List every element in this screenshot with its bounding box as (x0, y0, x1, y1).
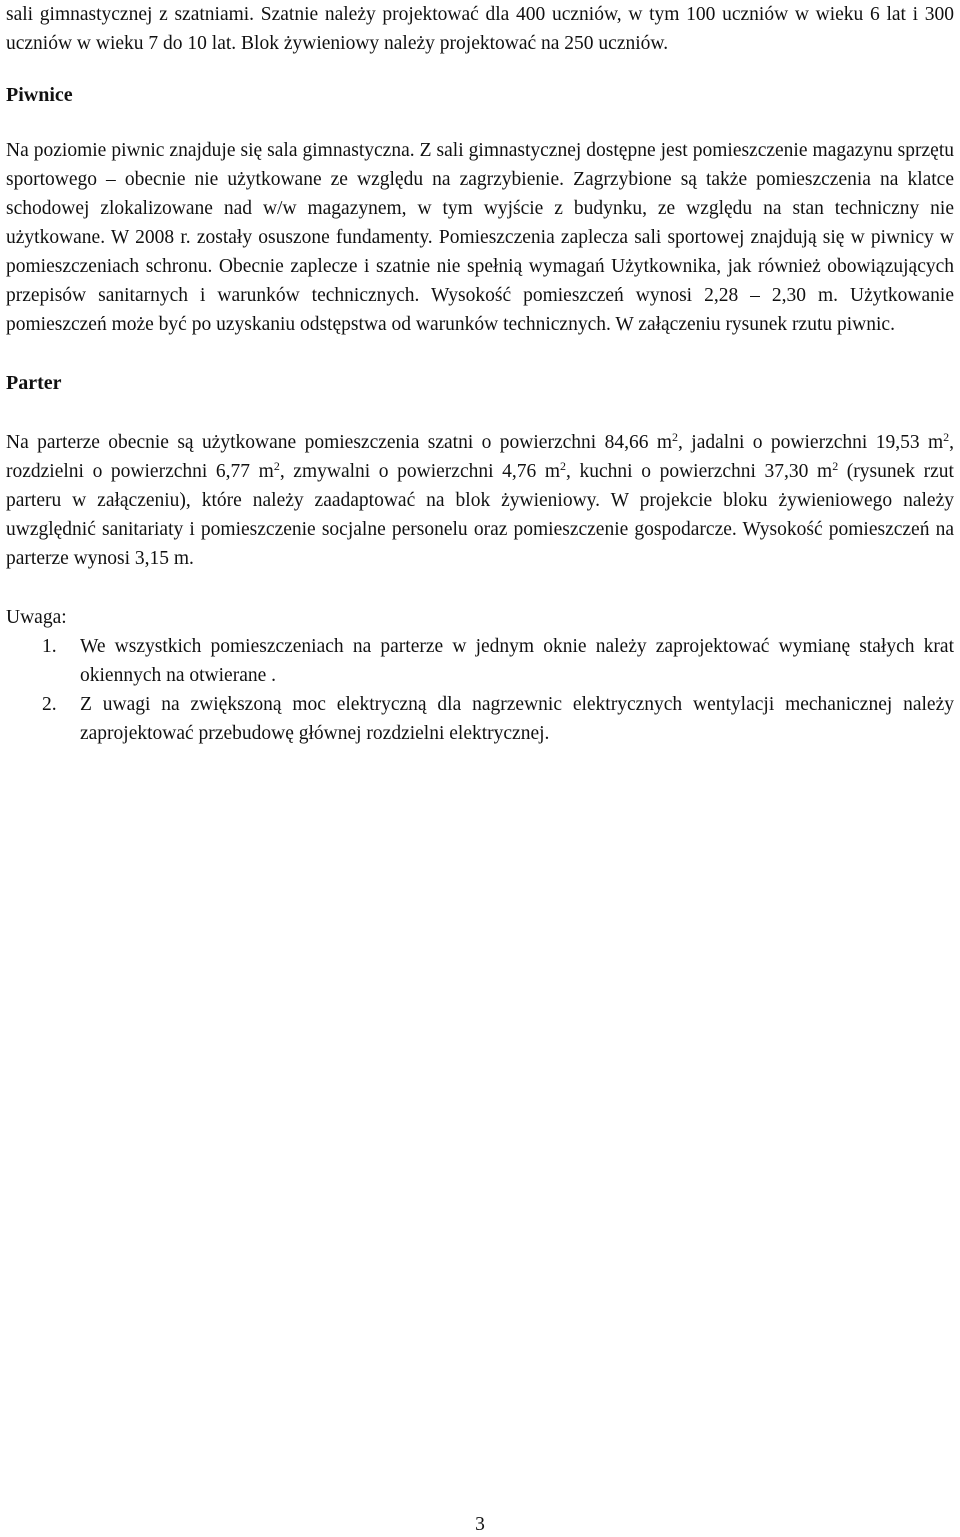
parter-text-3: , rozdzielni o powierzchni 6,77 m (6, 432, 955, 482)
section-heading-parter: Parter (6, 372, 62, 394)
list-item (6, 690, 954, 748)
parter-text-1: Na parterze obecnie są użytkowane pomieszczenia szatni o powierzchni 84,66 m (6, 432, 673, 453)
page-number: 3 (475, 1514, 485, 1535)
superscript-2: 2 (832, 459, 839, 473)
list-item (6, 632, 954, 690)
superscript-2: 2 (672, 430, 679, 444)
parter-text-4: , zmywalni o powierzchni 4,76 m (279, 461, 561, 482)
superscript-2: 2 (560, 459, 567, 473)
superscript-2: 2 (273, 459, 280, 473)
piwnice-paragraph: Na poziomie piwnic znajduje się sala gimnastyczna. Z sali gimnastycznej dostępne jest pomieszczenie magazynu sprzętu sportowego – obecnie nie użytkowane ze względu na zagrzybienie. Zagrzybione są także pomieszczenia na klatce schodowej zlokalizowane nad w/w magazynem, w tym wyjście z budynku, ze względu na stan techniczny nie użytkowane. W 2008 r. zostały osuszone fundamenty. Pomieszczenia zaplecza sali sportowej znajdują się w piwnicy w pomieszczeniach schronu. Obecnie zaplecze i szatnie nie spełnią wymagań Użytkownika, jak również obowiązujących przepisów sanitarnych i warunków technicznych. Wysokość pomieszczeń wynosi 2,28 – 2,30 m. Użytkowanie pomieszczeń może być po uzyskaniu odstępstwa od warunków technicznych. W załączeniu rysunek rzutu piwnic. (6, 140, 954, 335)
list-item-number: 1. (42, 636, 57, 657)
note-label: Uwaga: (6, 607, 67, 628)
intro-paragraph: sali gimnastycznej z szatniami. Szatnie należy projektować dla 400 uczniów, w tym 100 uczniów w wieku 6 lat i 300 uczniów w wieku 7 do 10 lat. Blok żywieniowy należy projektować na 250 uczniów. (6, 4, 954, 54)
list-item-text: We wszystkich pomieszczeniach na parterze w jednym oknie należy zaprojektować wymianę stałych krat okiennych na otwierane . (80, 636, 954, 686)
parter-paragraph (6, 428, 954, 573)
document-page (6, 0, 954, 748)
parter-text-2: , jadalni o powierzchni 19,53 m (678, 432, 944, 453)
list-item-text: Z uwagi na zwiększoną moc elektryczną dla nagrzewnic elektrycznych wentylacji mechanicznej należy zaprojektować przebudowę głównej rozdzielni elektrycznej. (80, 694, 954, 744)
section-heading-piwnice: Piwnice (6, 84, 73, 106)
superscript-2: 2 (943, 430, 950, 444)
list-item-number: 2. (42, 694, 57, 715)
parter-text-6: (rysunek rzut parteru w załączeniu), które należy zaadaptować na blok żywieniowy. W projekcie bloku żywieniowego należy uwzględnić sanitariaty i pomieszczenie socjalne personelu oraz pomieszczenie gospodarcze. Wysokość pomieszczeń na parterze wynosi 3,15 m. (6, 461, 954, 569)
parter-text-5: , kuchni o powierzchni 37,30 m (566, 461, 833, 482)
note-list (6, 632, 954, 748)
